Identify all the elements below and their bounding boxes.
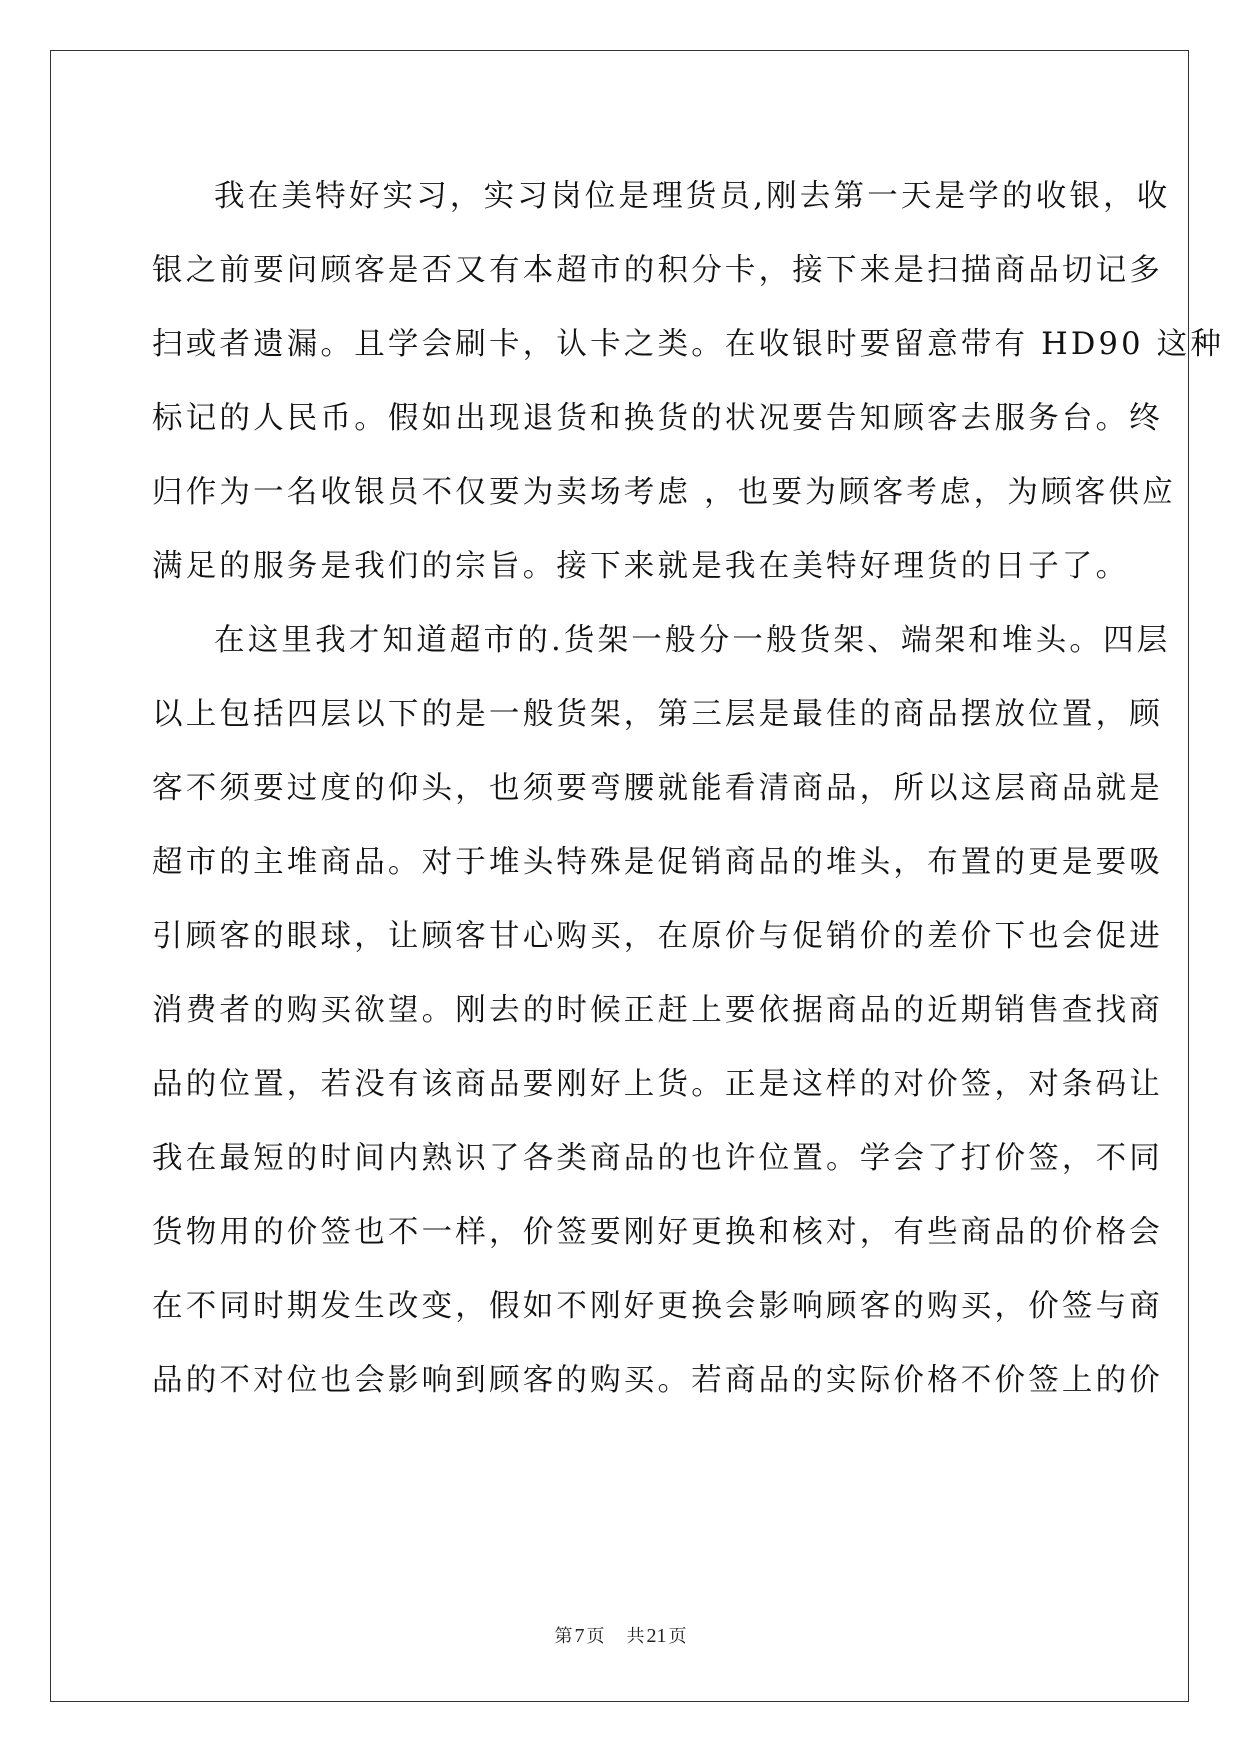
page-prefix: 第 — [554, 1626, 573, 1647]
paragraph-2-line-10: 在不同时期发生改变，假如不刚好更换会影响顾客的购买，价签与商 — [152, 1289, 1163, 1324]
paragraph-1-line-4: 标记的人民币。假如出现退货和换货的状况要告知顾客去服务台。终 — [152, 401, 1163, 436]
paragraph-2-line-1: 在这里我才知道超市的.货架一般分一般货架、端架和堆头。四层 — [214, 623, 1171, 658]
total-prefix: 共 — [626, 1626, 645, 1647]
paragraph-2-line-9: 货物用的价签也不一样，价签要刚好更换和核对，有些商品的价格会 — [152, 1215, 1163, 1250]
paragraph-1-line-3: 扫或者遗漏。且学会刷卡，认卡之类。在收银时要留意带有 HD90 这种 — [152, 327, 1225, 362]
total-pages-number: 21 — [646, 1625, 667, 1647]
paragraph-1-line-1: 我在美特好实习，实习岗位是理货员,刚去第一天是学的收银，收 — [214, 179, 1171, 214]
page-footer — [0, 1622, 1241, 1648]
paragraph-1-line-6: 满足的服务是我们的宗旨。接下来就是我在美特好理货的日子了。 — [152, 549, 1130, 584]
document-body — [152, 160, 1225, 1418]
paragraph-1-line-2: 银之前要问顾客是否又有本超市的积分卡，接下来是扫描商品切记多 — [152, 253, 1163, 288]
paragraph-2-line-6: 消费者的购买欲望。刚去的时候正赶上要依据商品的近期销售查找商 — [152, 993, 1163, 1028]
paragraph-2-line-7: 品的位置，若没有该商品要刚好上货。正是这样的对价签，对条码让 — [152, 1067, 1163, 1102]
paragraph-2-line-8: 我在最短的时间内熟识了各类商品的也许位置。学会了打价签，不同 — [152, 1141, 1163, 1176]
paragraph-2-line-5: 引顾客的眼球，让顾客甘心购买，在原价与促销价的差价下也会促进 — [152, 919, 1163, 954]
paragraph-1-line-5: 归作为一名收银员不仅要为卖场考虑 ，也要为顾客考虑，为顾客供应 — [152, 475, 1176, 510]
paragraph-2-line-4: 超市的主堆商品。对于堆头特殊是促销商品的堆头，布置的更是要吸 — [152, 845, 1163, 880]
page-suffix: 页 — [586, 1626, 605, 1647]
total-suffix: 页 — [668, 1626, 687, 1647]
current-page-number: 7 — [574, 1625, 585, 1647]
paragraph-2-line-2: 以上包括四层以下的是一般货架，第三层是最佳的商品摆放位置，顾 — [152, 697, 1163, 732]
paragraph-2-line-11: 品的不对位也会影响到顾客的购买。若商品的实际价格不价签上的价 — [152, 1363, 1163, 1398]
paragraph-2-line-3: 客不须要过度的仰头，也须要弯腰就能看清商品，所以这层商品就是 — [152, 771, 1163, 806]
